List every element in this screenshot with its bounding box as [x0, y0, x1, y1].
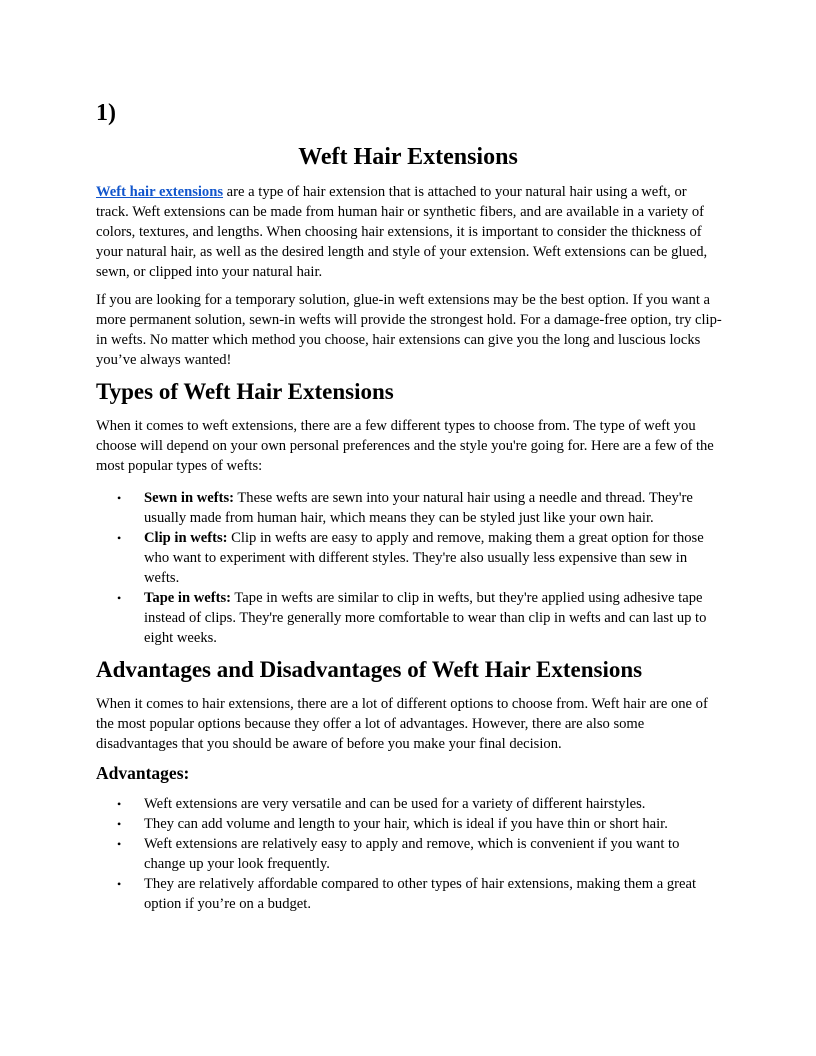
list-item [96, 588, 722, 648]
bullet-icon: • [117, 491, 122, 505]
bullet-icon: • [117, 591, 122, 605]
list-item-text: They are relatively affordable compared to other types of hair extensions, making them a great option if you’re on a budget. [144, 876, 697, 912]
list-item-text: Weft extensions are very versatile and can be used for a variety of different hairstyles. [144, 796, 646, 812]
list-item-text: Clip in wefts are easy to apply and remove, making them a great option for those who want to experiment with different styles. They're also usually less expensive than sew in wefts. [144, 530, 704, 586]
list-item [96, 488, 722, 528]
list-item [96, 814, 722, 834]
advantages-list [96, 794, 722, 914]
bullet-icon: • [117, 531, 122, 545]
list-item-text: They can add volume and length to your hair, which is ideal if you have thin or short hair. [144, 816, 668, 832]
types-list [96, 488, 722, 648]
bullet-icon: • [117, 797, 122, 811]
advantages-heading: Advantages: [96, 763, 190, 783]
list-item-text: Tape in wefts are similar to clip in wefts, but they're applied using adhesive tape instead of clips. They're generally more comfortable to wear than clip in wefts and can last up to eight weeks. [144, 590, 707, 646]
list-item-term: Tape in wefts: [144, 590, 232, 606]
advantages-disadvantages-intro: When it comes to hair extensions, there are a lot of different options to choose from. Weft hair are one of the most popular options because they offer a lot of advantages. However, there are also some disadvantages that you should be aware of before you make your final decision. [96, 696, 708, 752]
list-item-text: These wefts are sewn into your natural hair using a needle and thread. They're usually made from human hair, which means they can be styled just like your own hair. [144, 490, 693, 526]
list-item [96, 874, 722, 914]
intro-paragraph-2: If you are looking for a temporary solution, glue-in weft extensions may be the best option. If you want a more permanent solution, sewn-in wefts will provide the strongest hold. For a damage-free option, try clip-in wefts. No matter which method you choose, hair extensions can give you the long and luscious locks you’ve always wanted! [96, 292, 722, 368]
weft-hair-extensions-link[interactable]: Weft hair extensions [96, 184, 224, 200]
list-item [96, 794, 722, 814]
types-intro: When it comes to weft extensions, there are a few different types to choose from. The type of weft you choose will depend on your own personal preferences and the style you're going for. Here are a few of the most popular types of wefts: [96, 418, 714, 474]
list-item [96, 834, 722, 874]
advantages-disadvantages-heading: Advantages and Disadvantages of Weft Hair Extensions [96, 657, 643, 682]
page-title: Weft Hair Extensions [298, 144, 518, 170]
intro-paragraph-1 [96, 182, 722, 282]
bullet-icon: • [117, 877, 122, 891]
list-item-term: Sewn in wefts: [144, 490, 234, 506]
types-heading: Types of Weft Hair Extensions [96, 379, 394, 404]
document-body [96, 182, 722, 920]
bullet-icon: • [117, 837, 122, 851]
bullet-icon: • [117, 817, 122, 831]
intro-paragraph-1-text: are a type of hair extension that is attached to your natural hair using a weft, or track. Weft extensions can be made from human hair or synthetic fibers, and are available in a variety of colors, textures, and lengths. When choosing hair extensions, it is important to consider the thickness of your natural hair, as well as the desired length and style of your extension. Weft extensions can be glued, sewn, or clipped into your natural hair. [96, 184, 708, 280]
list-item-text: Weft extensions are relatively easy to apply and remove, which is convenient if you want to change up your look frequently. [144, 836, 680, 872]
list-item [96, 528, 722, 588]
list-item-term: Clip in wefts: [144, 530, 228, 546]
section-number: 1) [96, 100, 116, 126]
